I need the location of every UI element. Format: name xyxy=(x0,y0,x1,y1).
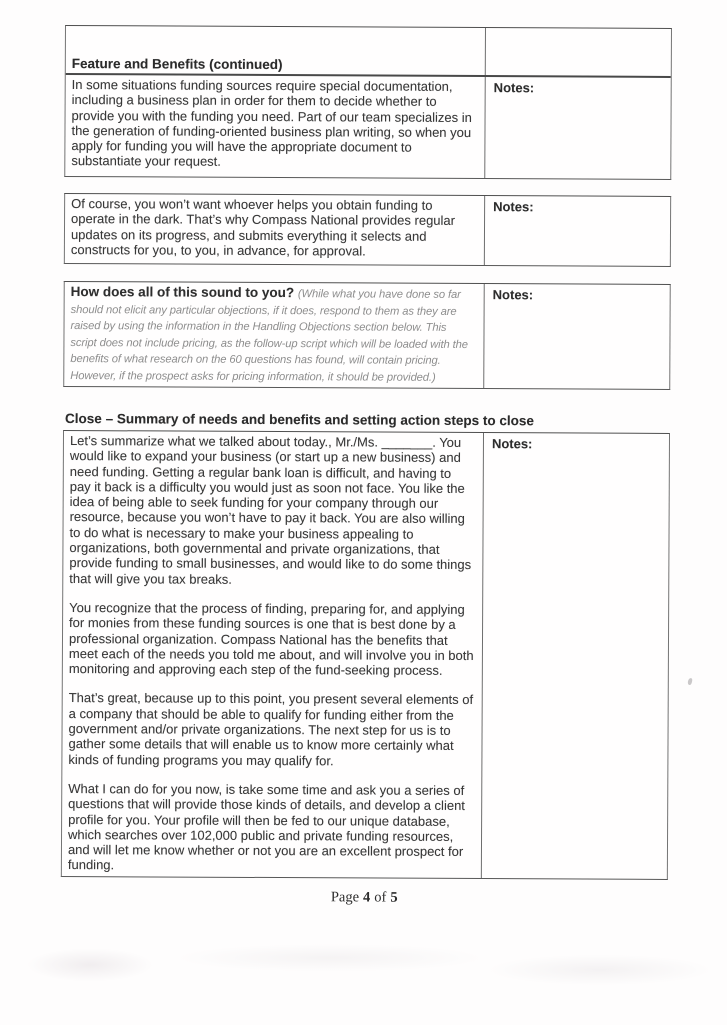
script-cell xyxy=(64,282,484,388)
notes-cell xyxy=(483,284,670,389)
page-footer xyxy=(61,888,668,908)
feature-benefits-header-notes-cell xyxy=(485,28,671,76)
notes-cell xyxy=(484,196,670,266)
script-paragraph: Let’s summarize what we talked about today., Mr./Ms. _______. You would like to expand your business (or start up a new business) and need funding. Getting a regular bank loan is difficult, and having to pay it back is a difficulty you would just as soon not face. You like the idea of being able to seek funding for your company through our resource, because you won’t have to pay it back. You are also willing to do what is necessary to make your business appealing to organizations, both governmental and private organizations, that provide funding to small businesses, and would like to do some things that will give you tax breaks. xyxy=(69,433,472,587)
sound-to-you-row xyxy=(64,282,670,389)
close-summary-table xyxy=(61,430,670,880)
question-lead-text: How does all of this sound to you? xyxy=(70,284,298,301)
footer-of-label: of xyxy=(374,889,387,906)
script-paragraph xyxy=(70,284,475,385)
script-cell xyxy=(65,75,484,178)
feature-benefits-header-row xyxy=(66,26,671,76)
notes-label: Notes: xyxy=(491,436,533,452)
script-paragraph: In some situations funding sources require special documentation, including a business plan in order for them to decide whether to provide you with the funding you need. Part of our team specializes in the generation of funding-oriented business plan writing, so when you apply for funding you will have the appropriate document to substantiate your request. xyxy=(71,77,472,170)
notes-label: Notes: xyxy=(492,287,534,303)
script-cell xyxy=(62,431,483,878)
footer-page-number: 4 xyxy=(362,889,371,906)
feature-benefits-table xyxy=(64,25,672,180)
instruction-aside-text: (While what you have done so far should not elicit any particular objections, if it does, respond to them as they are raised by using the information in the Handling Objections section below. This script does not include pricing, as the follow-up script which will be loaded with the benefits of what research on the 60 questions has found, will contain pricing. However, if the prospect asks for pricing information, it should be provided.) xyxy=(70,288,468,384)
script-paragraph: That’s great, because up to this point, you present several elements of a company that should be able to qualify for funding either from the government and/or private organizations. The next step for us is to gather some details that will enable us to know more certainly what kinds of funding programs you may qualify for. xyxy=(68,690,474,768)
feature-benefits-header: Feature and Benefits (continued) xyxy=(71,55,283,72)
notes-cell xyxy=(484,77,670,179)
notes-label: Notes: xyxy=(493,80,535,96)
feature-benefits-body-row xyxy=(65,73,670,179)
script-paragraph: You recognize that the process of finding, preparing for, and applying for monies from these funding sources is one that is best done by a professional organization. Compass National has the benefits that meet each of the needs you told me about, and will involve you in both monitoring and approving each step of the fund-seeking process. xyxy=(68,599,474,679)
close-section-heading: Close – Summary of needs and benefits and setting action steps to close xyxy=(65,411,534,429)
notes-cell xyxy=(481,433,669,879)
updates-approval-table xyxy=(64,193,671,267)
close-summary-row xyxy=(62,431,669,879)
feature-benefits-header-cell xyxy=(66,26,485,75)
footer-page-label: Page xyxy=(330,889,360,906)
updates-approval-row xyxy=(65,194,670,266)
footer-total-pages: 5 xyxy=(390,889,398,906)
script-paragraph: Of course, you won’t want whoever helps you obtain funding to operate in the dark. That’s why Compass National provides regular updates on its progress, and submits everything it selects and constructs for you, to you, in advance, for approval. xyxy=(70,196,456,259)
script-paragraph: What I can do for you now, is take some time and ask you a series of questions that will provide those kinds of details, and develop a client profile for you. Your profile will then be fed to our unique database, which searches over 102,000 public and private funding resources, and will let me know whether or not you are an excellent prospect for funding. xyxy=(67,780,465,873)
notes-label: Notes: xyxy=(493,199,534,215)
scanned-document-content xyxy=(61,25,672,908)
scan-artifact-mark xyxy=(687,678,692,686)
sound-to-you-table xyxy=(63,281,671,390)
script-cell xyxy=(65,194,484,265)
